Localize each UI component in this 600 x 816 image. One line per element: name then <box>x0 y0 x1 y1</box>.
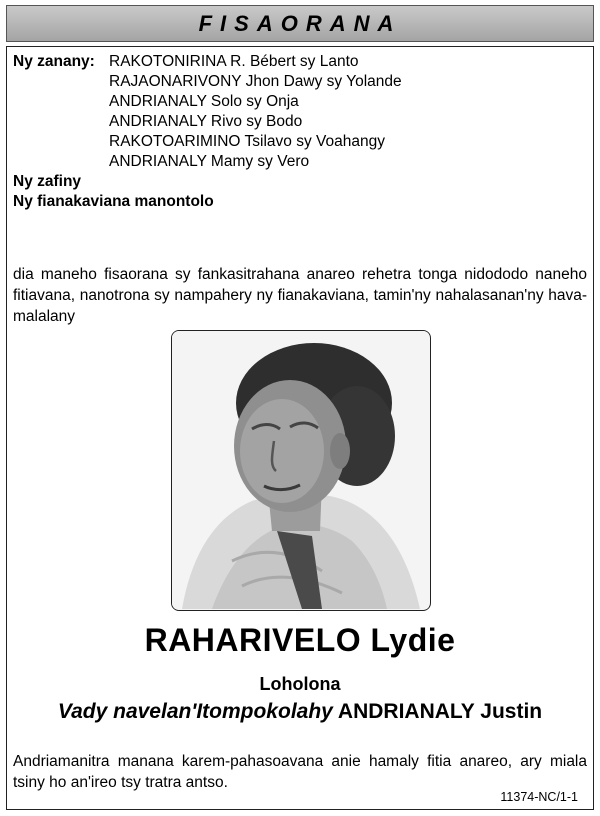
family-row <box>13 92 402 112</box>
zanany-label: Ny zanany: <box>13 53 95 70</box>
family-row <box>13 132 402 152</box>
closing-paragraph: Andriamanitra manana karem-pahasoavana anie hamaly fitia anareo, ary miala tsiny ho an'ireo tsy tratra antso. <box>13 753 587 791</box>
header-banner <box>6 5 594 42</box>
reference-code: 11374-NC/1-1 <box>500 790 578 804</box>
page-title: FISAORANA <box>198 10 402 36</box>
family-row <box>13 112 402 132</box>
child-name: ANDRIANALY Rivo sy Bodo <box>109 113 303 130</box>
husband-name: ANDRIANALY Justin <box>337 700 543 723</box>
widow-prefix: Vady navelan'Itompokolahy <box>57 700 333 723</box>
portrait-photo <box>171 330 431 611</box>
portrait-illustration <box>172 331 429 609</box>
child-name: ANDRIANALY Solo sy Onja <box>109 93 299 110</box>
child-name: RAKOTONIRINA R. Bébert sy Lanto <box>109 53 359 70</box>
deceased-title: Loholona <box>259 674 341 694</box>
child-name: ANDRIANALY Mamy sy Vero <box>109 153 310 170</box>
widow-line <box>0 700 600 724</box>
family-list <box>13 52 402 212</box>
child-name: RAJAONARIVONY Jhon Dawy sy Yolande <box>109 73 402 90</box>
fianakaviana-label: Ny fianakaviana manontolo <box>13 193 214 210</box>
family-row <box>13 72 402 92</box>
thanks-paragraph: dia maneho fisaorana sy fankasitrahana anareo rehetra tonga nidododo naneho fitiavana, nanotrona sy nampahery ny fianakaviana, tamin'ny nahalasanan'ny hava-malalany <box>13 266 587 325</box>
family-row <box>13 152 402 172</box>
zafiny-label: Ny zafiny <box>13 173 82 190</box>
family-row <box>13 52 402 72</box>
child-name: RAKOTOARIMINO Tsilavo sy Voahangy <box>109 133 385 150</box>
deceased-name: RAHARIVELO Lydie <box>144 622 456 658</box>
